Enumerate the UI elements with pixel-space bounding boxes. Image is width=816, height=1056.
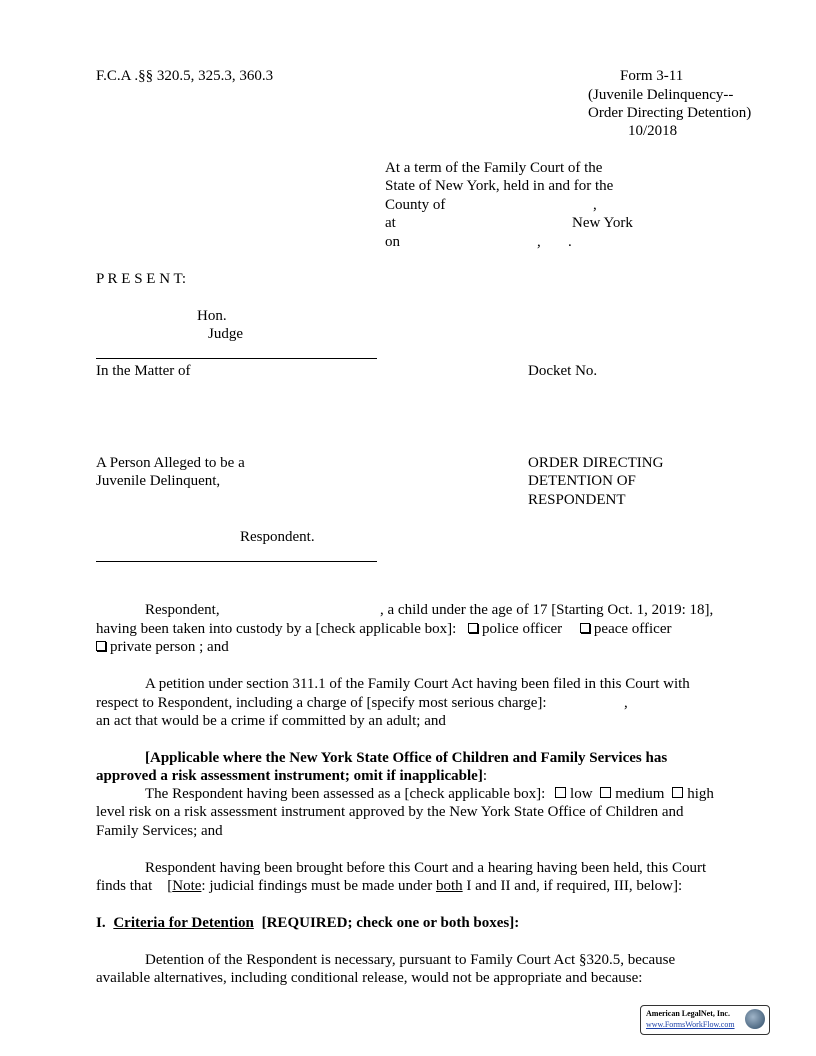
on-label: on <box>385 234 400 250</box>
risk-high-checkbox[interactable] <box>672 787 683 798</box>
risk-medium-checkbox[interactable] <box>600 787 611 798</box>
para4-line1: Respondent having been brought before this Court and a hearing having been held, this Court <box>145 860 707 876</box>
county-comma: , <box>593 197 597 213</box>
caption-top-rule <box>96 358 377 359</box>
para3-risk-text: The Respondent having been assessed as a [check applicable box]: <box>145 786 546 802</box>
para1-private-line <box>96 638 229 656</box>
publisher-name: American LegalNet, Inc. <box>646 1009 730 1018</box>
court-term-line2: State of New York, held in and for the <box>385 178 614 194</box>
alleged-line1: A Person Alleged to be a <box>96 455 245 471</box>
section1-heading <box>96 914 519 932</box>
form-subtitle-line2: Order Directing Detention) <box>588 105 752 121</box>
peace-officer-label: peace officer <box>593 621 672 637</box>
section1-requirement: [REQUIRED; check one or both boxes]: <box>261 915 520 931</box>
para1-respondent: Respondent, <box>145 602 220 618</box>
para3-bold-line2: approved a risk assessment instrument; omit if inapplicable] <box>96 768 483 784</box>
on-comma: , <box>537 234 541 250</box>
para3-line5: Family Services; and <box>96 823 223 839</box>
para4-note: Note <box>172 878 202 894</box>
court-term-line1: At a term of the Family Court of the <box>385 160 603 176</box>
para2-comma: , <box>624 695 628 711</box>
caption-bottom-rule <box>96 561 377 562</box>
section1-title: Criteria for Detention <box>113 915 254 931</box>
para4-tail-text: I and II and, if required, III, below]: <box>462 878 683 894</box>
risk-low-checkbox[interactable] <box>555 787 566 798</box>
para4-both: both <box>435 878 463 894</box>
para4-line2 <box>96 877 682 895</box>
docket-label: Docket No. <box>528 363 598 379</box>
peace-officer-checkbox[interactable] <box>580 623 590 633</box>
private-person-checkbox[interactable] <box>96 641 106 651</box>
at-label: at <box>385 215 396 231</box>
alleged-line2: Juvenile Delinquent, <box>96 473 221 489</box>
state-label: New York <box>572 215 633 231</box>
publisher-url[interactable]: www.FormsWorkFlow.com <box>646 1020 735 1029</box>
para3-risk-line <box>145 785 714 803</box>
on-period: . <box>568 234 572 250</box>
order-title-line2: DETENTION OF <box>528 473 636 489</box>
form-date: 10/2018 <box>628 123 678 139</box>
para3-line4: level risk on a risk assessment instrument approved by the New York State Office of Children and <box>96 804 684 820</box>
in-matter-of: In the Matter of <box>96 363 191 379</box>
para1-custody-line <box>96 620 671 638</box>
statute-reference: F.C.A .§§ 320.5, 325.3, 360.3 <box>96 68 274 84</box>
risk-medium-label: medium <box>615 786 665 802</box>
para2-line1: A petition under section 311.1 of the Family Court Act having been filed in this Court with <box>145 676 690 692</box>
risk-high-label: high <box>687 786 714 802</box>
judge-label: Judge <box>208 326 243 342</box>
hon-label: Hon. <box>197 308 227 324</box>
police-officer-label: police officer <box>482 621 563 637</box>
para4-finds-text: finds that [ <box>96 878 173 894</box>
globe-icon <box>745 1009 765 1029</box>
form-subtitle-line1: (Juvenile Delinquency-- <box>588 87 734 103</box>
police-officer-checkbox[interactable] <box>468 623 478 633</box>
publisher-logo[interactable] <box>640 1005 770 1035</box>
para2-line3: an act that would be a crime if committed by an adult; and <box>96 713 446 729</box>
private-person-label: private person ; and <box>110 639 229 655</box>
section1-number: I. <box>96 915 106 931</box>
para5-line1: Detention of the Respondent is necessary, pursuant to Family Court Act §320.5, because <box>145 952 676 968</box>
para3-bold-line1: [Applicable where the New York State Office of Children and Family Services has <box>145 750 668 766</box>
para1-age-clause: , a child under the age of 17 [Starting Oct. 1, 2019: 18], <box>380 602 714 618</box>
order-title-line1: ORDER DIRECTING <box>528 455 664 471</box>
para3-bold-line2-wrap <box>96 767 487 785</box>
form-number: Form 3-11 <box>620 68 684 84</box>
para1-custody-text: having been taken into custody by a [check applicable box]: <box>96 621 457 637</box>
para4-findings-text: : judicial findings must be made under <box>201 878 436 894</box>
county-label: County of <box>385 197 446 213</box>
para5-line2: available alternatives, including conditional release, would not be appropriate and because: <box>96 970 643 986</box>
para2-line2: respect to Respondent, including a charge of [specify most serious charge]: <box>96 695 547 711</box>
order-title-line3: RESPONDENT <box>528 492 626 508</box>
respondent-label: Respondent. <box>240 529 315 545</box>
risk-low-label: low <box>570 786 593 802</box>
present-label: P R E S E N T: <box>96 271 187 287</box>
para3-colon: : <box>482 768 487 784</box>
